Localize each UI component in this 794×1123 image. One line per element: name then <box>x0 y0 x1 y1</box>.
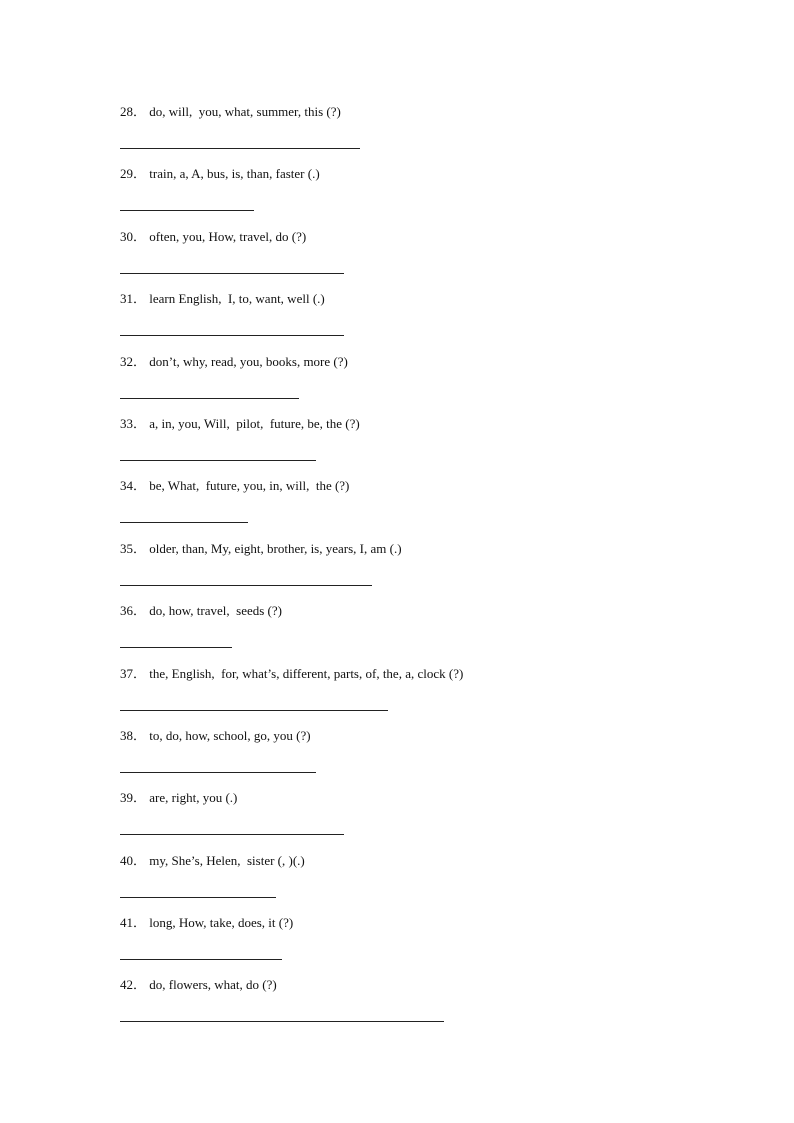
question-prompt <box>120 727 720 745</box>
question-item <box>120 665 720 727</box>
question-words: the, English, for, what’s, different, parts, of, the, a, clock (?) <box>146 665 464 681</box>
question-prompt <box>120 789 720 807</box>
question-words: learn English, I, to, want, well (.) <box>146 291 325 307</box>
question-words: to, do, how, school, go, you (?) <box>146 727 311 743</box>
question-item <box>120 976 720 1038</box>
answer-blank-line[interactable] <box>120 585 372 586</box>
answer-blank-line[interactable] <box>120 834 344 835</box>
answer-blank-line[interactable] <box>120 335 344 336</box>
question-number: 29． <box>120 166 147 182</box>
question-item <box>120 914 720 976</box>
question-words: be, What, future, you, in, will, the (?) <box>146 478 350 494</box>
question-item <box>120 228 720 290</box>
question-words: a, in, you, Will, pilot, future, be, the (?) <box>146 415 360 431</box>
question-number: 34． <box>120 478 147 494</box>
question-list <box>120 103 720 1039</box>
question-words: my, She’s, Helen, sister (, )(.) <box>146 852 305 868</box>
question-number: 37． <box>120 665 147 681</box>
question-item <box>120 477 720 539</box>
question-prompt <box>120 914 720 932</box>
question-words: don’t, why, read, you, books, more (?) <box>146 353 348 369</box>
question-number: 33． <box>120 415 147 431</box>
answer-blank-line[interactable] <box>120 273 344 274</box>
question-item <box>120 165 720 227</box>
question-prompt <box>120 852 720 870</box>
answer-blank-line[interactable] <box>120 398 299 399</box>
question-prompt <box>120 290 720 308</box>
question-words: older, than, My, eight, brother, is, years, I, am (.) <box>146 540 402 556</box>
question-words: are, right, you (.) <box>146 790 238 806</box>
question-item <box>120 789 720 851</box>
question-number: 32． <box>120 353 147 369</box>
question-prompt <box>120 976 720 994</box>
question-number: 41． <box>120 915 147 931</box>
question-number: 28． <box>120 104 147 119</box>
question-prompt <box>120 602 720 620</box>
answer-blank-line[interactable] <box>120 1021 444 1022</box>
question-number: 30． <box>120 228 147 244</box>
question-prompt <box>120 353 720 371</box>
question-prompt <box>120 665 720 683</box>
question-prompt <box>120 540 720 558</box>
question-prompt <box>120 477 720 495</box>
answer-blank-line[interactable] <box>120 897 276 898</box>
question-prompt <box>120 165 720 183</box>
question-words: long, How, take, does, it (?) <box>146 915 294 931</box>
answer-blank-line[interactable] <box>120 460 316 461</box>
question-words: often, you, How, travel, do (?) <box>146 228 307 244</box>
question-number: 40． <box>120 852 147 868</box>
question-item <box>120 540 720 602</box>
question-words: do, how, travel, seeds (?) <box>146 603 282 619</box>
question-item <box>120 415 720 477</box>
question-item <box>120 353 720 415</box>
question-words: train, a, A, bus, is, than, faster (.) <box>146 166 320 182</box>
question-item <box>120 103 720 165</box>
answer-blank-line[interactable] <box>120 210 254 211</box>
answer-blank-line[interactable] <box>120 148 360 149</box>
answer-blank-line[interactable] <box>120 647 232 648</box>
question-number: 39． <box>120 790 147 806</box>
question-number: 38． <box>120 727 147 743</box>
question-number: 36． <box>120 603 147 619</box>
question-item <box>120 852 720 914</box>
question-words: do, flowers, what, do (?) <box>146 977 277 993</box>
question-item <box>120 727 720 789</box>
answer-blank-line[interactable] <box>120 772 316 773</box>
question-number: 42． <box>120 977 147 993</box>
answer-blank-line[interactable] <box>120 710 388 711</box>
answer-blank-line[interactable] <box>120 522 248 523</box>
question-number: 35． <box>120 540 147 556</box>
question-item <box>120 290 720 352</box>
question-prompt <box>120 415 720 433</box>
question-prompt <box>120 228 720 246</box>
answer-blank-line[interactable] <box>120 959 282 960</box>
question-words: do, will, you, what, summer, this (?) <box>146 104 341 119</box>
question-prompt <box>120 103 720 121</box>
question-number: 31． <box>120 291 147 307</box>
question-item <box>120 602 720 664</box>
